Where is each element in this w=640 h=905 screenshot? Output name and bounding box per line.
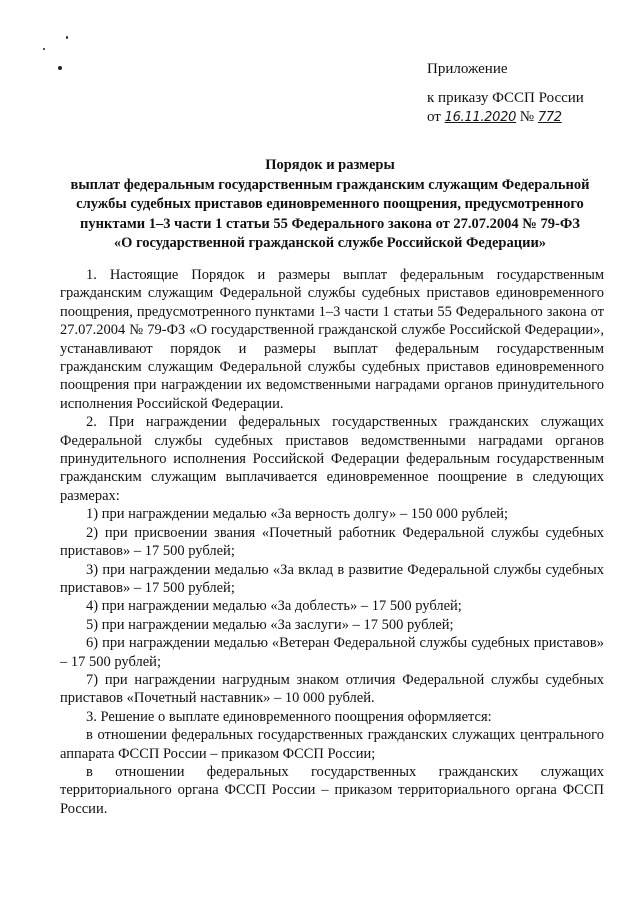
- number-label: №: [519, 109, 535, 125]
- list-item: 3) при награждении медалью «За вклад в развитие Федеральной службы судебных приставов» – 17 500 рублей;: [60, 561, 604, 596]
- paragraph: 1. Настоящие Порядок и размеры выплат федеральным государственным гражданским служащим Федеральной службы судебных приставов единовременного поощрения, предусмотренного пунктами 1–3 части 1 статьи 55 Федерального закона от 27.07.2004 № 79-ФЗ «О государственной гражданской службе Российской Федерации», устанавливают порядок и размеры выплат федеральным государственным гражданским служащим Федеральной службы судебных приставов единовременного поощрения при награждении их ведомственными наградами органов принудительного исполнения Российской Федерации.: [60, 267, 604, 412]
- list-item: 7) при награждении нагрудным знаком отличия Федеральной службы судебных приставов «Почетный наставник» – 10 000 рублей.: [60, 671, 604, 707]
- document-body: [60, 266, 604, 818]
- document-header: [427, 60, 584, 127]
- paragraph: 2. При награждении федеральных государственных гражданских служащих Федеральной службы судебных приставов ведомственными наградами органов принудительного исполнения Российской Федерации федеральным государственным гражданским служащим выплачивается единовременное поощрение в следующих размерах:: [60, 414, 604, 504]
- handwritten-date: 16.11.2020: [444, 110, 517, 125]
- list-item: 6) при награждении медалью «Ветеран Федеральной службы судебных приставов» – 17 500 рублей;: [60, 635, 604, 670]
- handwritten-number: 772: [537, 110, 562, 125]
- paragraph: в отношении федеральных государственных гражданских служащих центрального аппарата ФССП России – приказом ФССП России;: [60, 727, 604, 762]
- scan-speck: [43, 48, 45, 50]
- title-line: выплат федеральным государственным гражданским служащим Федеральной: [70, 176, 590, 193]
- title-line: службы судебных приставов единовременного поощрения, предусмотренного: [76, 196, 584, 212]
- list-item: 4) при награждении медалью «За доблесть» – 17 500 рублей;: [86, 598, 462, 615]
- title-line: пунктами 1–3 части 1 статьи 55 Федерального закона от 27.07.2004 № 79-ФЗ: [80, 215, 580, 232]
- paragraph: 3. Решение о выплате единовременного поощрения оформляется:: [86, 708, 492, 725]
- list-item: 1) при награждении медалью «За верность долгу» – 150 000 рублей;: [86, 506, 509, 523]
- list-item: 2) при присвоении звания «Почетный работник Федеральной службы судебных приставов» – 17 500 рублей;: [60, 524, 604, 560]
- paragraph: в отношении федеральных государственных гражданских служащих территориального органа ФССП России – приказом территориального органа ФССП России.: [60, 763, 604, 817]
- document-title: [40, 156, 620, 254]
- title-line: «О государственной гражданской службе Российской Федерации»: [113, 235, 547, 251]
- title-line: Порядок и размеры: [265, 157, 395, 173]
- scan-speck: [66, 36, 68, 39]
- list-item: 5) при награждении медалью «За заслуги» – 17 500 рублей;: [86, 616, 454, 633]
- date-prefix: от: [427, 109, 441, 125]
- scan-speck: [58, 66, 62, 70]
- order-reference: к приказу ФССП России: [427, 90, 584, 106]
- appendix-label: Приложение: [427, 61, 508, 77]
- order-date-number: [427, 108, 584, 127]
